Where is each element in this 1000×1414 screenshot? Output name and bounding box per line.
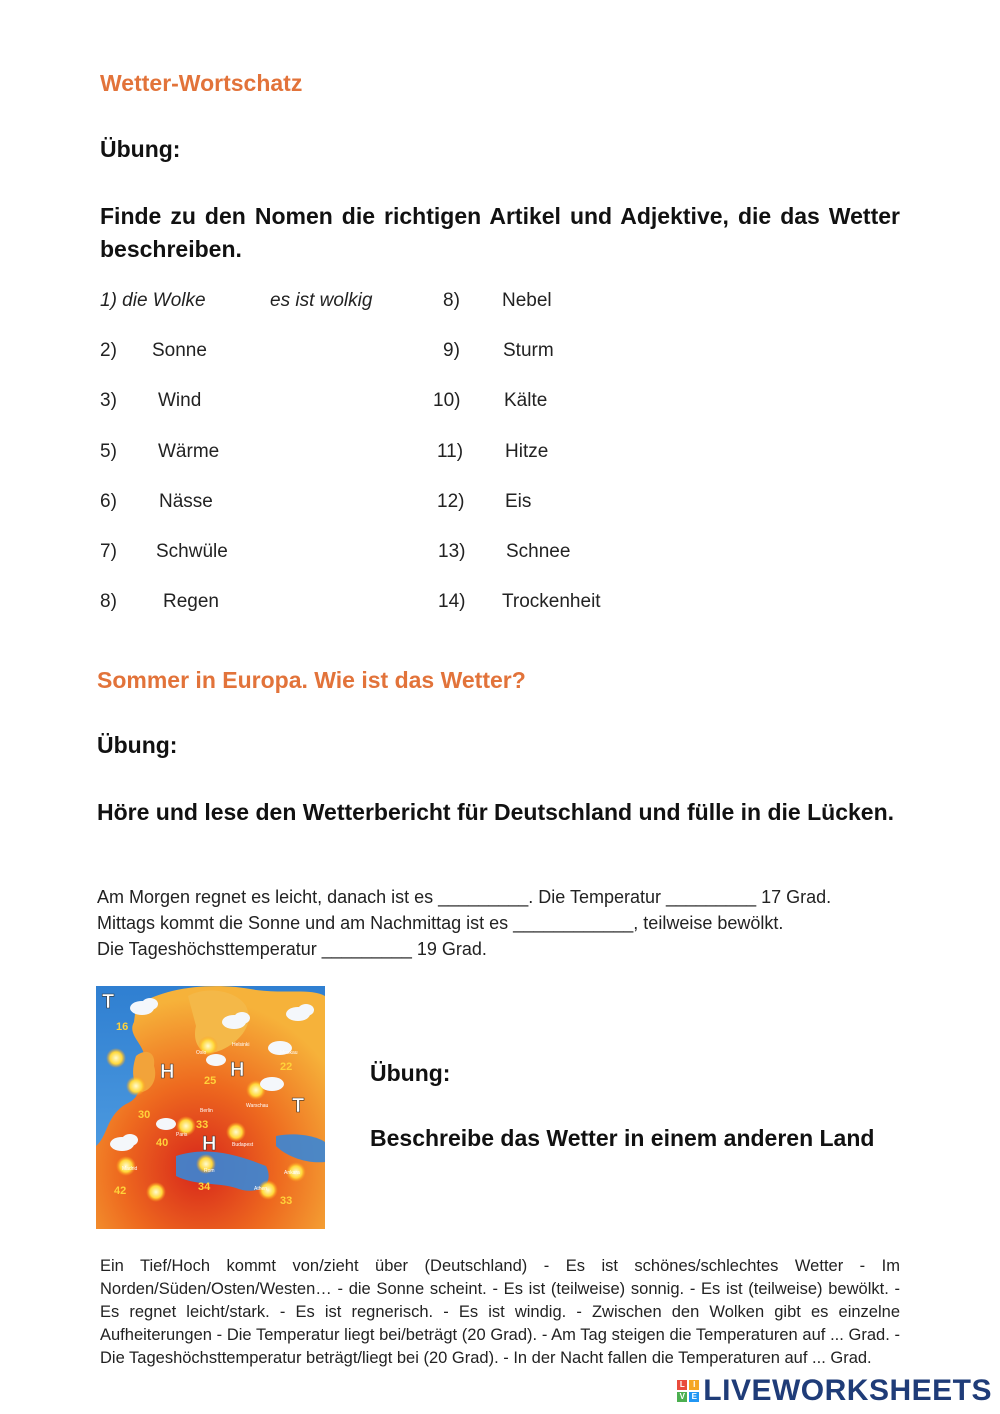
city-label: Rom (204, 1168, 215, 1174)
list-item-word: Wind (158, 390, 202, 411)
list-item-num: 14) (438, 591, 466, 612)
list-item-word: Nässe (159, 491, 213, 512)
section-title-summer: Sommer in Europa. Wie ist das Wetter? (97, 667, 526, 693)
exercise-label-2: Übung: (97, 732, 178, 758)
temperature-label: 40 (156, 1137, 169, 1149)
city-label: Berlin (200, 1108, 213, 1114)
city-label: Madrid (122, 1166, 138, 1172)
temperature-label: 34 (198, 1181, 211, 1193)
list-item-word: Wärme (158, 441, 220, 462)
list-item-num: 6) (100, 491, 117, 512)
exercise-label-3: Übung: (370, 1060, 451, 1086)
phrase-bank: Ein Tief/Hoch kommt von/zieht über (Deutschland) - Es ist schönes/schlechtes Wetter - Im Norden/Süden/Osten/Westen… - die Sonne scheint. - Es ist (teilweise) sonnig. - Es ist (teilweise) bewölkt. - Es regnet leicht/stark. - Es ist regnerisch. - Es ist windig. - Zwischen den Wolken gibt es einzelne Aufheiterungen - Die Temperatur liegt bei/beträgt (20 Grad). - Am Tag steigen die Temperaturen auf ... Grad. - Die Tageshöchsttemperatur beträgt/liegt bei (20 Grad). - In der Nacht fallen die Temperaturen auf ... Grad. (100, 1257, 900, 1367)
list-item-num: 12) (437, 491, 465, 512)
temperature-label: 33 (196, 1119, 209, 1131)
temperature-label: 33 (280, 1195, 293, 1207)
list-item-num: 7) (100, 541, 117, 562)
report-line: Am Morgen regnet es leicht, danach ist es _________. Die Temperatur _________ 17 Grad. (97, 887, 832, 907)
list-item-num: 8) (443, 290, 460, 311)
liveworksheets-logo (677, 1374, 992, 1408)
city-label: Budapest (232, 1142, 254, 1148)
list-item-num: 11) (437, 441, 464, 462)
temperature-label: 25 (204, 1075, 217, 1087)
high-pressure-marker: H (202, 1133, 217, 1155)
list-item-word: Trockenheit (502, 591, 601, 612)
exercise-instruction-1: Finde zu den Nomen die richtigen Artikel und Adjektive, die das Wetter beschreiben. (100, 203, 900, 262)
report-line: Mittags kommt die Sonne und am Nachmittag ist es ____________, teilweise bewölkt. (97, 913, 784, 933)
brand-name: LIVEWORKSHEETS (703, 1374, 992, 1407)
list-item-num: 8) (100, 591, 117, 612)
list-item-num: 13) (438, 541, 466, 562)
example-noun: 1) die Wolke (100, 290, 206, 311)
exercise-label-1: Übung: (100, 136, 181, 162)
example-adjective: es ist wolkig (270, 290, 373, 311)
temperature-label: 30 (138, 1109, 151, 1121)
exercise-instruction-2: Höre und lese den Wetterbericht für Deutschland und fülle in die Lücken. (97, 799, 895, 825)
list-item-word: Kälte (504, 390, 548, 411)
temperature-label: 22 (280, 1061, 293, 1073)
list-item-word: Sonne (152, 340, 207, 361)
city-label: Ankara (284, 1170, 300, 1176)
list-item-word: Eis (505, 491, 532, 512)
list-item-word: Nebel (502, 290, 552, 311)
temperature-label: 42 (114, 1185, 127, 1197)
high-pressure-marker: H (160, 1061, 175, 1083)
list-item-word: Regen (163, 591, 219, 612)
section-title-vocabulary: Wetter-Wortschatz (100, 70, 303, 96)
high-pressure-marker: H (230, 1059, 245, 1081)
exercise-instruction-3: Beschreibe das Wetter in einem anderen Land (370, 1125, 875, 1151)
list-item-num: 2) (100, 340, 117, 361)
list-item-word: Schwüle (156, 541, 228, 562)
list-item-word: Sturm (503, 340, 554, 361)
europe-weather-map (96, 986, 325, 1229)
list-item-num: 9) (443, 340, 460, 361)
city-label: Oslo (196, 1050, 207, 1056)
list-item-num: 3) (100, 390, 117, 411)
low-pressure-marker: T (292, 1095, 305, 1117)
city-label: Helsinki (232, 1042, 250, 1048)
city-label: Moskau (280, 1050, 298, 1056)
temperature-label: 16 (116, 1021, 129, 1033)
low-pressure-marker: T (102, 991, 115, 1013)
list-item-word: Schnee (506, 541, 571, 562)
city-label: Warschau (246, 1103, 269, 1109)
list-item-num: 5) (100, 441, 117, 462)
list-item-num: 10) (433, 390, 461, 411)
city-label: Paris (176, 1132, 188, 1138)
list-item-word: Hitze (505, 441, 549, 462)
logo-blocks-icon: L I V E (677, 1380, 699, 1402)
city-label: Athen (254, 1186, 268, 1192)
report-line: Die Tageshöchsttemperatur _________ 19 Grad. (97, 939, 487, 959)
